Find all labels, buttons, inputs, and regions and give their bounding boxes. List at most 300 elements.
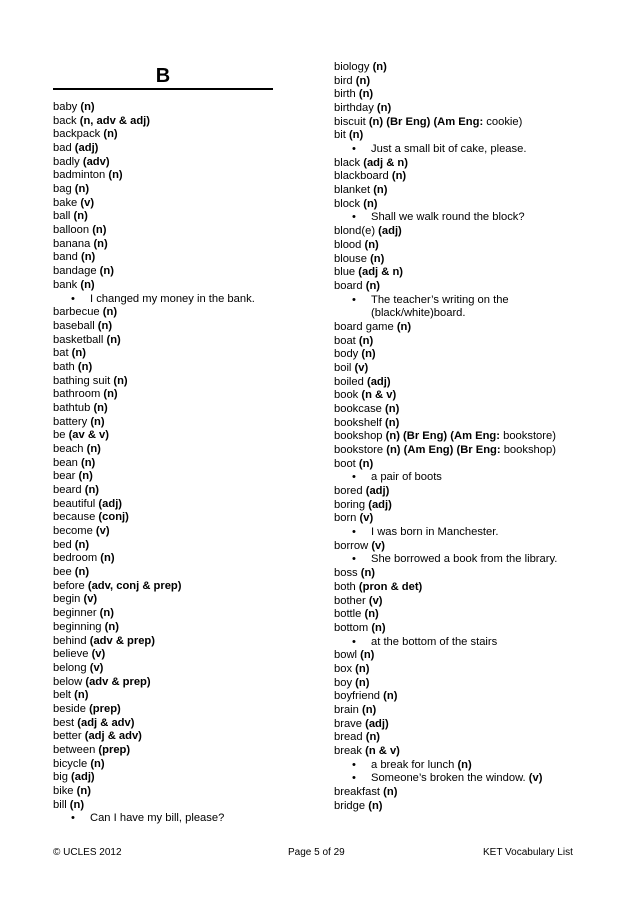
vocab-word: board game <box>334 320 394 333</box>
part-of-speech: (n) <box>368 799 383 812</box>
vocab-word: bookshelf <box>334 416 382 429</box>
part-of-speech: (n) <box>74 538 90 551</box>
vocab-word: before <box>53 579 85 592</box>
bullet-icon: • <box>352 635 356 648</box>
vocab-entry <box>53 648 105 662</box>
vocab-word: bake <box>53 196 78 209</box>
part-of-speech: (adj) <box>378 225 402 238</box>
vocab-word: bottle <box>334 608 362 621</box>
part-of-speech: (v) <box>89 661 104 674</box>
vocab-entry <box>334 499 392 513</box>
vocab-entry <box>53 101 95 115</box>
part-of-speech: (adj) <box>368 498 392 511</box>
vocab-entry <box>53 115 150 129</box>
vocab-entry <box>53 662 103 676</box>
part-of-speech: (n) <box>348 129 364 142</box>
vocab-word: bottom <box>334 621 369 634</box>
vocab-entry <box>334 266 403 280</box>
vocab-word: beside <box>53 702 86 715</box>
vocab-word: boy <box>334 676 353 689</box>
vocab-entry <box>334 444 556 458</box>
vocab-entry <box>53 689 88 703</box>
vocab-word: belt <box>53 689 72 702</box>
vocab-word: bother <box>334 594 366 607</box>
part-of-speech: (n) <box>363 197 378 210</box>
vocab-word: believe <box>53 648 89 661</box>
example-text <box>371 471 442 485</box>
part-of-speech: (n) <box>383 690 398 703</box>
footer-page-number: Page 5 of 29 <box>288 847 345 858</box>
vocab-entry <box>334 745 400 759</box>
part-of-speech: (n) <box>77 360 93 373</box>
vocab-word: bed <box>53 538 72 551</box>
vocab-word: bandage <box>53 265 97 278</box>
vocab-entry <box>53 306 117 320</box>
vocab-entry <box>334 225 402 239</box>
part-of-speech: (n) <box>103 128 118 141</box>
vocab-entry <box>334 567 375 581</box>
vocab-entry <box>53 785 91 799</box>
vocab-word: boring <box>334 498 366 511</box>
vocab-entry <box>334 690 397 704</box>
part-of-speech: (n) <box>385 416 400 429</box>
vocab-word: beginning <box>53 620 102 633</box>
vocab-entry <box>53 347 86 361</box>
vocab-word: bill <box>53 798 67 811</box>
vocab-word: badly <box>53 155 80 168</box>
part-of-speech: (n) <box>93 237 108 250</box>
vocab-entry <box>334 321 411 335</box>
part-of-speech: (pron & det) <box>358 580 423 593</box>
alternate-word: cookie) <box>486 115 523 128</box>
vocab-entry <box>334 649 374 663</box>
vocab-entry <box>334 362 368 376</box>
vocab-entry <box>53 429 109 443</box>
part-of-speech: (n) <box>365 279 381 292</box>
vocab-word: battery <box>53 415 88 428</box>
part-of-speech: (n) <box>364 608 379 621</box>
example-sentence: Can I have my bill, please? <box>90 812 225 825</box>
vocab-word: block <box>334 197 361 210</box>
bullet-icon: • <box>352 772 356 785</box>
vocab-entry <box>334 540 385 554</box>
vocab-word: better <box>53 730 82 743</box>
part-of-speech: (adj) <box>365 485 390 498</box>
vocab-entry <box>334 704 376 718</box>
vocab-word: begin <box>53 593 81 606</box>
vocab-entry <box>53 484 99 498</box>
part-of-speech: (adj & n) <box>363 156 408 169</box>
letter-heading-wrap <box>53 64 273 90</box>
example-sentence: Shall we walk round the block? <box>371 211 525 224</box>
vocab-entry <box>53 128 118 142</box>
part-of-speech: (n) (Br Eng) (Am Eng: <box>368 115 484 128</box>
vocab-word: between <box>53 743 96 756</box>
part-of-speech: (n) <box>74 689 89 702</box>
vocab-entry <box>334 170 406 184</box>
alternate-word: bookstore) <box>503 430 556 443</box>
vocab-word: bear <box>53 470 76 483</box>
part-of-speech: (n) <box>360 649 375 662</box>
vocab-word: boil <box>334 361 352 374</box>
vocab-word: bit <box>334 129 346 142</box>
vocab-word: bean <box>53 456 78 469</box>
vocab-entry <box>53 470 93 484</box>
vocab-entry <box>53 375 128 389</box>
vocab-entry <box>334 430 556 444</box>
vocab-word: bathroom <box>53 388 101 401</box>
part-of-speech: (n) <box>396 320 412 333</box>
part-of-speech: (v) <box>83 593 98 606</box>
vocab-entry <box>53 525 110 539</box>
vocab-entry <box>334 335 373 349</box>
vocab-entry <box>334 786 397 800</box>
part-of-speech: (n) <box>103 388 118 401</box>
vocab-entry <box>334 239 379 253</box>
bullet-icon: • <box>71 812 75 825</box>
part-of-speech: (v) <box>80 196 95 209</box>
example-sentence: I changed my money in the bank. <box>90 292 255 305</box>
part-of-speech: (n) <box>80 278 95 291</box>
vocab-entry <box>53 224 107 238</box>
bullet-icon: • <box>352 293 356 306</box>
vocab-word: blouse <box>334 252 367 265</box>
part-of-speech: (av & v) <box>68 429 109 442</box>
vocab-entry <box>53 361 92 375</box>
vocab-entry <box>334 608 379 622</box>
part-of-speech: (adj & n) <box>358 266 404 279</box>
part-of-speech: (n) <box>84 484 100 497</box>
letter-heading: B <box>53 64 273 90</box>
vocab-word: boiled <box>334 375 364 388</box>
part-of-speech: (n) <box>81 456 96 469</box>
vocab-entry <box>53 265 114 279</box>
vocab-word: borrow <box>334 539 369 552</box>
vocab-word: bird <box>334 74 353 87</box>
vocab-word: below <box>53 675 83 688</box>
part-of-speech: (n) <box>74 566 90 579</box>
vocab-entry <box>334 157 408 171</box>
example-text <box>371 294 509 308</box>
vocab-word: because <box>53 511 96 524</box>
part-of-speech: (n) <box>376 102 392 115</box>
vocab-entry <box>53 539 89 553</box>
part-of-speech: (n) <box>69 798 85 811</box>
vocab-entry <box>53 607 114 621</box>
example-sentence: a pair of boots <box>371 471 442 484</box>
vocab-word: boss <box>334 567 358 580</box>
vocab-entry <box>53 334 121 348</box>
vocab-word: boot <box>334 457 356 470</box>
vocab-word: baseball <box>53 319 95 332</box>
example-text <box>371 211 525 225</box>
part-of-speech: (n, adv & adj) <box>79 114 150 127</box>
part-of-speech: (adj & adv) <box>77 716 135 729</box>
bullet-icon: • <box>352 143 356 156</box>
vocab-word: basketball <box>53 333 104 346</box>
example-sentence: She borrowed a book from the library. <box>371 553 558 566</box>
vocab-word: bicycle <box>53 757 88 770</box>
vocab-entry <box>334 102 391 116</box>
vocab-word: bread <box>334 731 363 744</box>
part-of-speech: (n) <box>113 374 128 387</box>
vocab-word: back <box>53 114 77 127</box>
part-of-speech: (n) <box>100 552 115 565</box>
vocab-word: become <box>53 525 93 538</box>
part-of-speech: (n) <box>358 334 374 347</box>
part-of-speech: (n) <box>372 61 387 73</box>
vocab-word: bee <box>53 566 72 579</box>
part-of-speech: (n) <box>73 210 88 223</box>
part-of-speech: (adj) <box>71 771 95 784</box>
vocab-entry <box>334 184 387 198</box>
example-sentence: at the bottom of the stairs <box>371 635 498 648</box>
vocab-entry <box>334 376 391 390</box>
vocab-entry <box>53 457 95 471</box>
vocab-word: box <box>334 662 353 675</box>
vocab-entry <box>53 580 182 594</box>
vocab-word: bookstore <box>334 444 384 457</box>
vocab-entry <box>53 758 105 772</box>
vocab-entry <box>53 402 108 416</box>
part-of-speech: (n) <box>80 101 95 113</box>
vocab-word: bathtub <box>53 401 91 414</box>
vocab-entry <box>53 156 110 170</box>
vocab-entry <box>53 552 115 566</box>
part-of-speech: (n) <box>358 88 374 101</box>
vocab-entry <box>53 251 95 265</box>
part-of-speech: (adj & adv) <box>84 730 142 743</box>
vocab-word: belong <box>53 661 87 674</box>
part-of-speech: (adj) <box>365 717 389 730</box>
vocab-word: baby <box>53 101 78 113</box>
part-of-speech: (n) <box>102 306 118 319</box>
part-of-speech: (adv & prep) <box>85 675 151 688</box>
vocab-entry <box>53 771 95 785</box>
example-sentence: Someone’s broken the window. <box>371 772 526 785</box>
part-of-speech: (n) <box>385 403 400 415</box>
vocab-word: bookshop <box>334 430 383 443</box>
part-of-speech: (n) (Am Eng) (Br Eng: <box>386 444 501 457</box>
vocab-entry <box>334 116 522 130</box>
vocab-entry <box>334 348 376 362</box>
vocab-entry <box>53 279 95 293</box>
vocab-word: balloon <box>53 224 90 237</box>
part-of-speech: (v) <box>95 525 110 538</box>
example-text <box>371 759 472 773</box>
vocab-entry <box>53 416 105 430</box>
vocab-word: bathing suit <box>53 374 111 387</box>
vocab-word: banana <box>53 237 91 250</box>
part-of-speech: (n) <box>92 224 107 237</box>
vocab-word: birthday <box>334 102 374 115</box>
vocab-entry <box>334 677 369 691</box>
vocab-word: blanket <box>334 184 371 197</box>
vocab-entry <box>334 512 373 526</box>
vocab-word: bored <box>334 485 363 498</box>
example-text <box>371 143 526 157</box>
vocab-entry <box>53 197 94 211</box>
vocab-entry <box>334 88 373 102</box>
part-of-speech: (adj) <box>74 142 99 155</box>
part-of-speech: (v) <box>91 648 106 661</box>
part-of-speech: (n) <box>81 251 96 264</box>
vocab-word: band <box>53 251 78 264</box>
vocab-entry <box>334 663 369 677</box>
part-of-speech: (n) <box>370 252 385 265</box>
example-part-of-speech: (n) <box>457 758 472 771</box>
part-of-speech: (n) <box>90 415 105 428</box>
part-of-speech: (n) <box>355 74 371 87</box>
part-of-speech: (n) <box>355 662 370 675</box>
example-sentence: The teacher’s writing on the <box>371 293 509 306</box>
vocab-entry <box>53 142 98 156</box>
part-of-speech: (adv & prep) <box>89 634 155 647</box>
vocab-entry <box>53 799 84 813</box>
vocab-word: brave <box>334 717 362 730</box>
part-of-speech: (v) <box>359 512 374 525</box>
vocab-word: behind <box>53 634 87 647</box>
part-of-speech: (n) <box>358 457 374 470</box>
vocab-word: brain <box>334 703 359 716</box>
part-of-speech: (n) <box>78 470 93 483</box>
vocab-entry <box>53 566 89 580</box>
example-sentence: I was born in Manchester. <box>371 526 499 539</box>
part-of-speech: (n) <box>74 183 90 196</box>
vocab-word: board <box>334 279 363 292</box>
vocab-word: bridge <box>334 799 366 812</box>
part-of-speech: (adv, conj & prep) <box>87 579 182 592</box>
part-of-speech: (n) <box>108 169 123 182</box>
vocab-word: ball <box>53 210 71 223</box>
part-of-speech: (n) <box>371 621 386 634</box>
vocab-entry <box>334 417 399 431</box>
vocab-word: bike <box>53 785 74 797</box>
part-of-speech: (n) <box>93 401 108 414</box>
vocab-entry <box>53 388 118 402</box>
vocab-word: barbecue <box>53 306 100 319</box>
vocab-entry <box>53 511 129 525</box>
vocab-word: blond(e) <box>334 225 376 238</box>
vocab-entry <box>53 443 101 457</box>
vocab-entry <box>53 717 134 731</box>
vocab-entry <box>53 169 123 183</box>
part-of-speech: (n) <box>364 238 379 251</box>
vocab-entry <box>53 621 119 635</box>
vocab-word: bad <box>53 142 72 155</box>
bullet-icon: • <box>71 292 75 305</box>
vocab-entry <box>53 320 112 334</box>
example-part-of-speech: (v) <box>528 772 543 785</box>
part-of-speech: (n & v) <box>365 745 400 757</box>
vocab-word: birth <box>334 88 356 101</box>
vocab-entry <box>334 718 389 732</box>
vocab-entry <box>334 129 363 143</box>
vocab-word: bowl <box>334 649 358 662</box>
part-of-speech: (adj) <box>98 497 123 510</box>
vocab-word: both <box>334 580 356 593</box>
vocab-word: blue <box>334 266 356 279</box>
vocab-word: break <box>334 745 362 757</box>
vocab-word: best <box>53 716 75 729</box>
example-sentence: a break for lunch <box>371 758 455 771</box>
part-of-speech: (n & v) <box>361 389 397 402</box>
alternate-word: bookshop) <box>503 444 556 457</box>
vocab-entry <box>53 730 142 744</box>
bullet-icon: • <box>352 553 356 566</box>
example-text <box>371 772 542 786</box>
vocab-entry <box>334 731 380 745</box>
vocab-word: black <box>334 156 361 169</box>
part-of-speech: (n) (Br Eng) (Am Eng: <box>385 430 500 443</box>
vocab-entry <box>53 210 88 224</box>
example-text <box>90 293 255 307</box>
vocab-word: beginner <box>53 607 97 620</box>
example-text <box>371 636 497 650</box>
part-of-speech: (n) <box>360 567 376 580</box>
part-of-speech: (n) <box>90 757 105 770</box>
vocab-entry <box>53 676 151 690</box>
part-of-speech: (n) <box>104 620 119 633</box>
vocab-word: bank <box>53 278 78 291</box>
example-text: (black/white)board. <box>371 307 466 320</box>
example-sentence: Just a small bit of cake, please. <box>371 143 527 156</box>
vocab-word: beach <box>53 443 84 455</box>
part-of-speech: (conj) <box>98 511 129 524</box>
vocab-entry <box>334 61 387 75</box>
part-of-speech: (n) <box>391 170 407 183</box>
vocab-word: beautiful <box>53 497 96 510</box>
vocab-word: bookcase <box>334 403 382 415</box>
vocab-word: beard <box>53 484 82 497</box>
part-of-speech: (n) <box>99 607 114 620</box>
vocab-entry <box>53 238 108 252</box>
part-of-speech: (n) <box>362 703 377 716</box>
vocab-entry <box>53 744 130 758</box>
vocab-word: born <box>334 512 357 525</box>
part-of-speech: (n) <box>71 347 86 360</box>
vocab-word: boyfriend <box>334 690 381 703</box>
vocab-word: badminton <box>53 169 106 182</box>
vocab-word: body <box>334 348 359 361</box>
bullet-icon: • <box>352 758 356 771</box>
vocab-entry <box>334 389 396 403</box>
vocab-entry <box>334 581 422 595</box>
vocab-word: bag <box>53 183 72 196</box>
vocab-entry <box>53 703 121 717</box>
vocab-word: bath <box>53 360 75 373</box>
vocab-entry <box>334 75 370 89</box>
part-of-speech: (n) <box>355 676 370 689</box>
vocab-word: biology <box>334 61 370 73</box>
vocab-word: biscuit <box>334 115 366 128</box>
vocab-word: blood <box>334 238 362 251</box>
part-of-speech: (prep) <box>89 702 121 715</box>
bullet-icon: • <box>352 211 356 224</box>
vocab-word: book <box>334 389 359 402</box>
vocab-entry <box>334 800 383 814</box>
vocab-entry <box>334 280 380 294</box>
part-of-speech: (n) <box>373 184 388 197</box>
vocab-entry <box>334 485 389 499</box>
part-of-speech: (n) <box>383 786 398 799</box>
example-text <box>371 526 498 540</box>
vocab-word: big <box>53 771 68 784</box>
bullet-icon: • <box>352 526 356 539</box>
part-of-speech: (adv) <box>82 155 110 168</box>
part-of-speech: (n) <box>97 319 113 332</box>
vocab-entry <box>53 593 97 607</box>
